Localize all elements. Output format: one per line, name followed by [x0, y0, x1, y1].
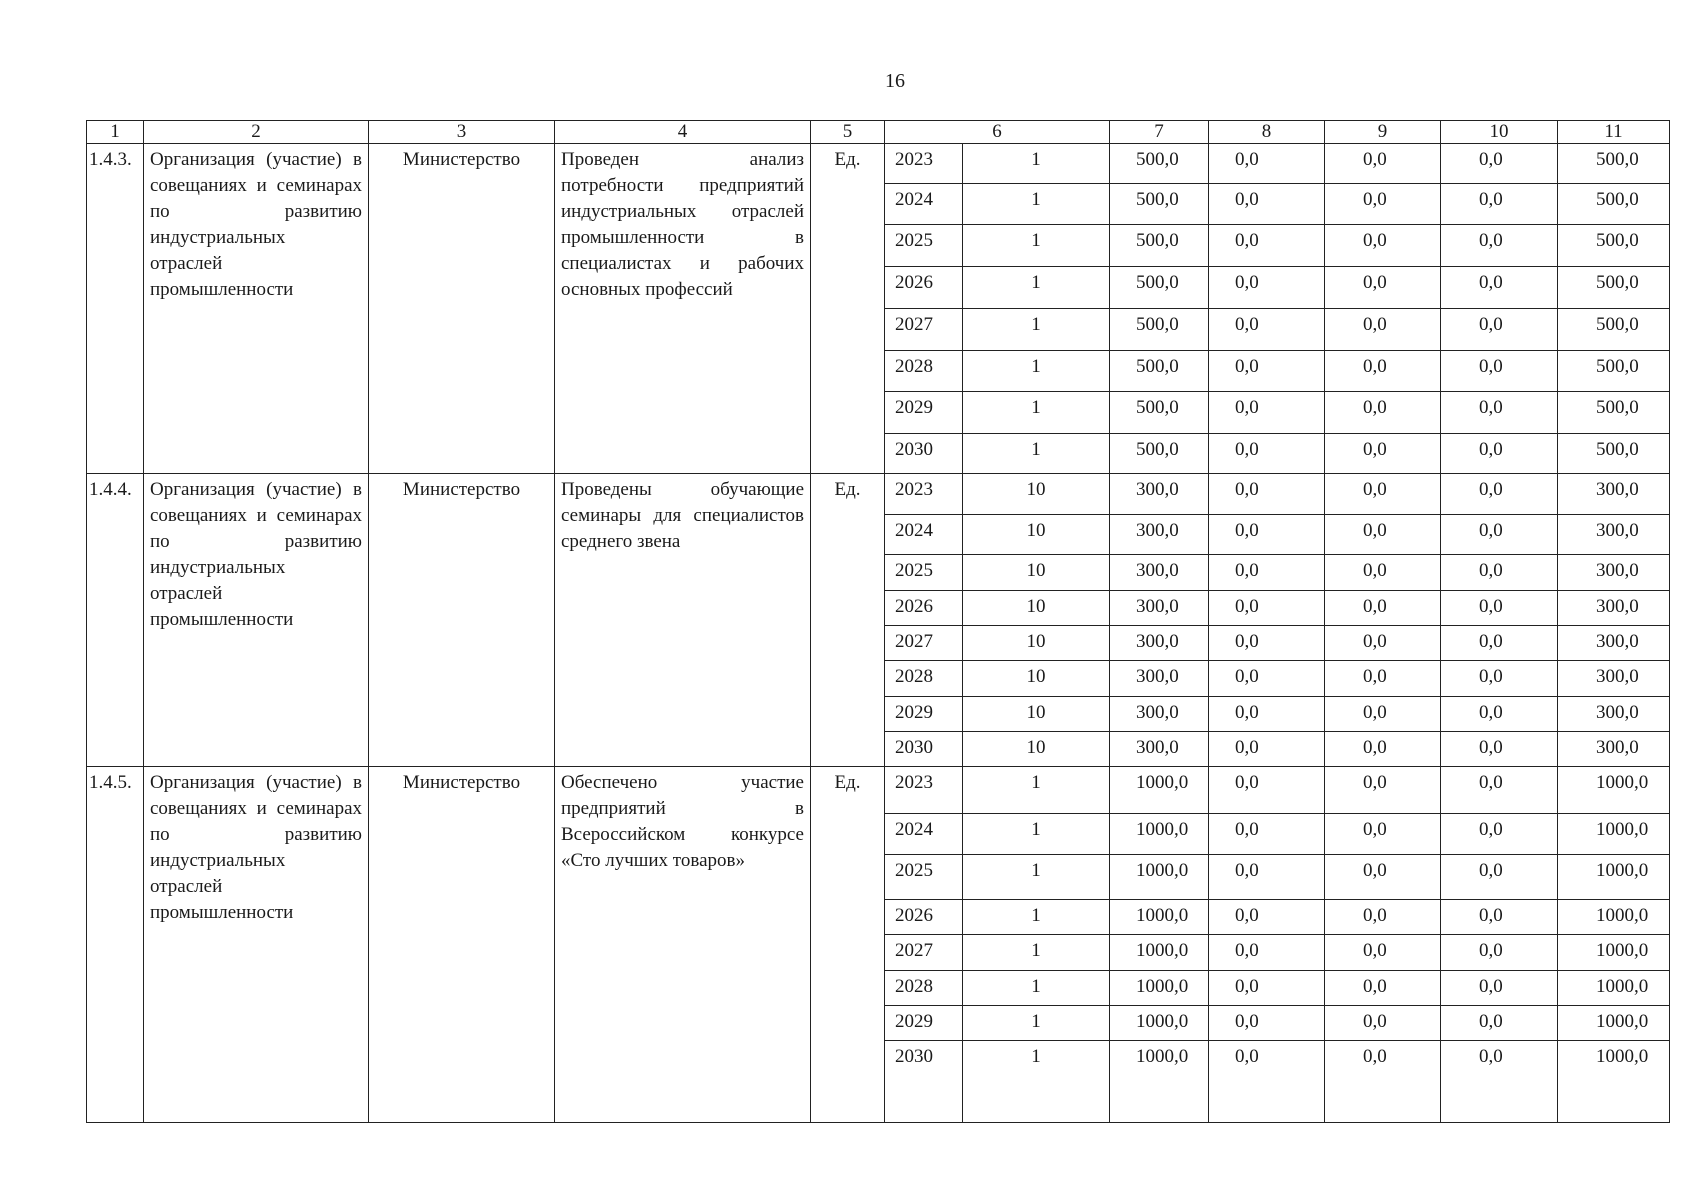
header-cell: 3: [369, 121, 555, 144]
amount-col9: 0,0: [1325, 267, 1441, 309]
amount-total: 1000,0: [1110, 855, 1209, 900]
year-cell: 2028: [885, 350, 963, 392]
amount-col10: 0,0: [1441, 935, 1558, 970]
amount-col10: 0,0: [1441, 970, 1558, 1005]
amount-col9: 0,0: [1325, 514, 1441, 555]
amount-col8: 0,0: [1209, 555, 1325, 590]
indicator-value: 1: [963, 350, 1110, 392]
table-row: [87, 144, 1670, 184]
amount-col10: 0,0: [1441, 767, 1558, 814]
amount-col8: 0,0: [1209, 625, 1325, 660]
amount-col11: 500,0: [1558, 434, 1670, 474]
amount-col11: 1000,0: [1558, 1041, 1670, 1123]
amount-col8: 0,0: [1209, 267, 1325, 309]
amount-col11: 500,0: [1558, 392, 1670, 434]
amount-col8: 0,0: [1209, 590, 1325, 625]
amount-col10: 0,0: [1441, 555, 1558, 590]
amount-col11: 300,0: [1558, 696, 1670, 731]
amount-col8: 0,0: [1209, 183, 1325, 225]
amount-col10: 0,0: [1441, 661, 1558, 696]
year-cell: 2024: [885, 814, 963, 855]
amount-col9: 0,0: [1325, 225, 1441, 267]
amount-total: 500,0: [1110, 434, 1209, 474]
year-cell: 2026: [885, 267, 963, 309]
item-unit: Ед.: [811, 144, 885, 474]
amount-col10: 0,0: [1441, 473, 1558, 514]
header-cell: 2: [144, 121, 369, 144]
header-cell: 11: [1558, 121, 1670, 144]
indicator-value: 10: [963, 514, 1110, 555]
year-cell: 2023: [885, 767, 963, 814]
amount-col8: 0,0: [1209, 696, 1325, 731]
amount-total: 1000,0: [1110, 970, 1209, 1005]
indicator-value: 10: [963, 555, 1110, 590]
header-cell: 5: [811, 121, 885, 144]
indicator-value: 1: [963, 935, 1110, 970]
amount-total: 500,0: [1110, 267, 1209, 309]
item-number: 1.4.5.: [87, 767, 144, 1123]
amount-total: 1000,0: [1110, 767, 1209, 814]
amount-col9: 0,0: [1325, 1006, 1441, 1041]
item-number: 1.4.4.: [87, 473, 144, 766]
header-cell: 7: [1110, 121, 1209, 144]
year-cell: 2024: [885, 183, 963, 225]
amount-col11: 300,0: [1558, 555, 1670, 590]
amount-col9: 0,0: [1325, 731, 1441, 766]
indicator-value: 1: [963, 308, 1110, 350]
amount-col9: 0,0: [1325, 935, 1441, 970]
amount-col10: 0,0: [1441, 183, 1558, 225]
amount-col8: 0,0: [1209, 514, 1325, 555]
indicator-value: 1: [963, 814, 1110, 855]
item-result: Проведен анализ потребности предприятий индустриальных отраслей промышленности в специалистах и рабочих основных профессий: [555, 144, 811, 474]
amount-col9: 0,0: [1325, 350, 1441, 392]
amount-col9: 0,0: [1325, 308, 1441, 350]
amount-col11: 1000,0: [1558, 935, 1670, 970]
amount-col10: 0,0: [1441, 225, 1558, 267]
amount-col11: 1000,0: [1558, 767, 1670, 814]
amount-col9: 0,0: [1325, 661, 1441, 696]
amount-col9: 0,0: [1325, 970, 1441, 1005]
year-cell: 2027: [885, 308, 963, 350]
year-cell: 2028: [885, 661, 963, 696]
amount-col8: 0,0: [1209, 731, 1325, 766]
amount-col9: 0,0: [1325, 392, 1441, 434]
amount-col11: 500,0: [1558, 308, 1670, 350]
indicator-value: 1: [963, 267, 1110, 309]
year-cell: 2023: [885, 144, 963, 184]
amount-col10: 0,0: [1441, 590, 1558, 625]
year-cell: 2025: [885, 855, 963, 900]
amount-col11: 300,0: [1558, 514, 1670, 555]
indicator-value: 10: [963, 473, 1110, 514]
amount-col10: 0,0: [1441, 434, 1558, 474]
amount-col10: 0,0: [1441, 144, 1558, 184]
indicator-value: 1: [963, 900, 1110, 935]
year-cell: 2029: [885, 1006, 963, 1041]
amount-col11: 500,0: [1558, 144, 1670, 184]
amount-total: 1000,0: [1110, 1006, 1209, 1041]
amount-total: 500,0: [1110, 183, 1209, 225]
indicator-value: 1: [963, 855, 1110, 900]
amount-col8: 0,0: [1209, 144, 1325, 184]
amount-col11: 500,0: [1558, 267, 1670, 309]
amount-total: 300,0: [1110, 696, 1209, 731]
amount-col9: 0,0: [1325, 696, 1441, 731]
amount-col8: 0,0: [1209, 935, 1325, 970]
year-cell: 2027: [885, 935, 963, 970]
amount-col11: 500,0: [1558, 225, 1670, 267]
amount-col11: 300,0: [1558, 625, 1670, 660]
year-cell: 2029: [885, 392, 963, 434]
amount-total: 1000,0: [1110, 900, 1209, 935]
item-name: Организация (участие) в совещаниях и семинарах по развитию индустриальных отраслей промышленности: [144, 144, 369, 474]
amount-col8: 0,0: [1209, 225, 1325, 267]
year-cell: 2027: [885, 625, 963, 660]
amount-total: 300,0: [1110, 625, 1209, 660]
amount-col8: 0,0: [1209, 434, 1325, 474]
amount-col10: 0,0: [1441, 514, 1558, 555]
item-number: 1.4.3.: [87, 144, 144, 474]
header-cell: 8: [1209, 121, 1325, 144]
amount-col10: 0,0: [1441, 731, 1558, 766]
amount-col9: 0,0: [1325, 855, 1441, 900]
indicator-value: 1: [963, 1006, 1110, 1041]
amount-col9: 0,0: [1325, 434, 1441, 474]
amount-col8: 0,0: [1209, 970, 1325, 1005]
header-cell: 10: [1441, 121, 1558, 144]
year-cell: 2030: [885, 1041, 963, 1123]
indicator-value: 1: [963, 970, 1110, 1005]
amount-col10: 0,0: [1441, 392, 1558, 434]
amount-col11: 1000,0: [1558, 970, 1670, 1005]
year-cell: 2028: [885, 970, 963, 1005]
indicator-value: 1: [963, 225, 1110, 267]
amount-col9: 0,0: [1325, 900, 1441, 935]
amount-total: 1000,0: [1110, 1041, 1209, 1123]
item-name: Организация (участие) в совещаниях и семинарах по развитию индустриальных отраслей промышленности: [144, 767, 369, 1123]
header-cell: 4: [555, 121, 811, 144]
item-result: Проведены обучающие семинары для специалистов среднего звена: [555, 473, 811, 766]
amount-total: 300,0: [1110, 590, 1209, 625]
amount-col8: 0,0: [1209, 814, 1325, 855]
indicator-value: 1: [963, 144, 1110, 184]
header-row: [87, 121, 1670, 144]
table-row: [87, 767, 1670, 814]
amount-col8: 0,0: [1209, 661, 1325, 696]
header-cell: 6: [885, 121, 1110, 144]
amount-col10: 0,0: [1441, 814, 1558, 855]
program-table: [86, 120, 1670, 1123]
amount-col11: 500,0: [1558, 350, 1670, 392]
indicator-value: 1: [963, 434, 1110, 474]
amount-col10: 0,0: [1441, 900, 1558, 935]
amount-total: 500,0: [1110, 350, 1209, 392]
amount-col9: 0,0: [1325, 767, 1441, 814]
amount-total: 300,0: [1110, 473, 1209, 514]
year-cell: 2025: [885, 225, 963, 267]
amount-col10: 0,0: [1441, 350, 1558, 392]
amount-col8: 0,0: [1209, 473, 1325, 514]
amount-col8: 0,0: [1209, 392, 1325, 434]
amount-col11: 300,0: [1558, 590, 1670, 625]
amount-total: 300,0: [1110, 731, 1209, 766]
amount-col9: 0,0: [1325, 183, 1441, 225]
item-executor: Министерство: [369, 473, 555, 766]
indicator-value: 1: [963, 392, 1110, 434]
header-cell: 1: [87, 121, 144, 144]
item-unit: Ед.: [811, 473, 885, 766]
amount-col11: 1000,0: [1558, 814, 1670, 855]
indicator-value: 10: [963, 731, 1110, 766]
amount-col11: 300,0: [1558, 473, 1670, 514]
amount-col8: 0,0: [1209, 855, 1325, 900]
amount-total: 500,0: [1110, 392, 1209, 434]
year-cell: 2030: [885, 434, 963, 474]
year-cell: 2029: [885, 696, 963, 731]
amount-col11: 1000,0: [1558, 1006, 1670, 1041]
amount-col8: 0,0: [1209, 1041, 1325, 1123]
amount-col8: 0,0: [1209, 350, 1325, 392]
amount-col11: 300,0: [1558, 661, 1670, 696]
amount-col8: 0,0: [1209, 900, 1325, 935]
year-cell: 2025: [885, 555, 963, 590]
indicator-value: 10: [963, 696, 1110, 731]
year-cell: 2023: [885, 473, 963, 514]
amount-col10: 0,0: [1441, 1006, 1558, 1041]
year-cell: 2026: [885, 900, 963, 935]
amount-col9: 0,0: [1325, 625, 1441, 660]
amount-col9: 0,0: [1325, 1041, 1441, 1123]
amount-col9: 0,0: [1325, 144, 1441, 184]
year-cell: 2024: [885, 514, 963, 555]
amount-col11: 500,0: [1558, 183, 1670, 225]
indicator-value: 10: [963, 661, 1110, 696]
amount-col11: 1000,0: [1558, 855, 1670, 900]
amount-col10: 0,0: [1441, 696, 1558, 731]
amount-col11: 300,0: [1558, 731, 1670, 766]
amount-total: 1000,0: [1110, 814, 1209, 855]
amount-total: 500,0: [1110, 225, 1209, 267]
amount-total: 500,0: [1110, 308, 1209, 350]
amount-total: 300,0: [1110, 661, 1209, 696]
amount-col10: 0,0: [1441, 267, 1558, 309]
header-cell: 9: [1325, 121, 1441, 144]
amount-col10: 0,0: [1441, 855, 1558, 900]
amount-col9: 0,0: [1325, 590, 1441, 625]
amount-col8: 0,0: [1209, 1006, 1325, 1041]
amount-col9: 0,0: [1325, 473, 1441, 514]
indicator-value: 1: [963, 183, 1110, 225]
amount-total: 300,0: [1110, 514, 1209, 555]
amount-col8: 0,0: [1209, 308, 1325, 350]
year-cell: 2026: [885, 590, 963, 625]
amount-col10: 0,0: [1441, 308, 1558, 350]
item-executor: Министерство: [369, 767, 555, 1123]
indicator-value: 1: [963, 767, 1110, 814]
page-number: 16: [885, 70, 905, 92]
table-row: [87, 473, 1670, 514]
indicator-value: 10: [963, 590, 1110, 625]
item-name: Организация (участие) в совещаниях и семинарах по развитию индустриальных отраслей промышленности: [144, 473, 369, 766]
item-result: Обеспечено участие предприятий в Всероссийском конкурсе «Сто лучших товаров»: [555, 767, 811, 1123]
amount-col8: 0,0: [1209, 767, 1325, 814]
amount-col9: 0,0: [1325, 555, 1441, 590]
amount-col11: 1000,0: [1558, 900, 1670, 935]
amount-total: 300,0: [1110, 555, 1209, 590]
amount-col10: 0,0: [1441, 1041, 1558, 1123]
amount-total: 1000,0: [1110, 935, 1209, 970]
amount-col9: 0,0: [1325, 814, 1441, 855]
indicator-value: 10: [963, 625, 1110, 660]
amount-col10: 0,0: [1441, 625, 1558, 660]
indicator-value: 1: [963, 1041, 1110, 1123]
year-cell: 2030: [885, 731, 963, 766]
item-unit: Ед.: [811, 767, 885, 1123]
amount-total: 500,0: [1110, 144, 1209, 184]
item-executor: Министерство: [369, 144, 555, 474]
